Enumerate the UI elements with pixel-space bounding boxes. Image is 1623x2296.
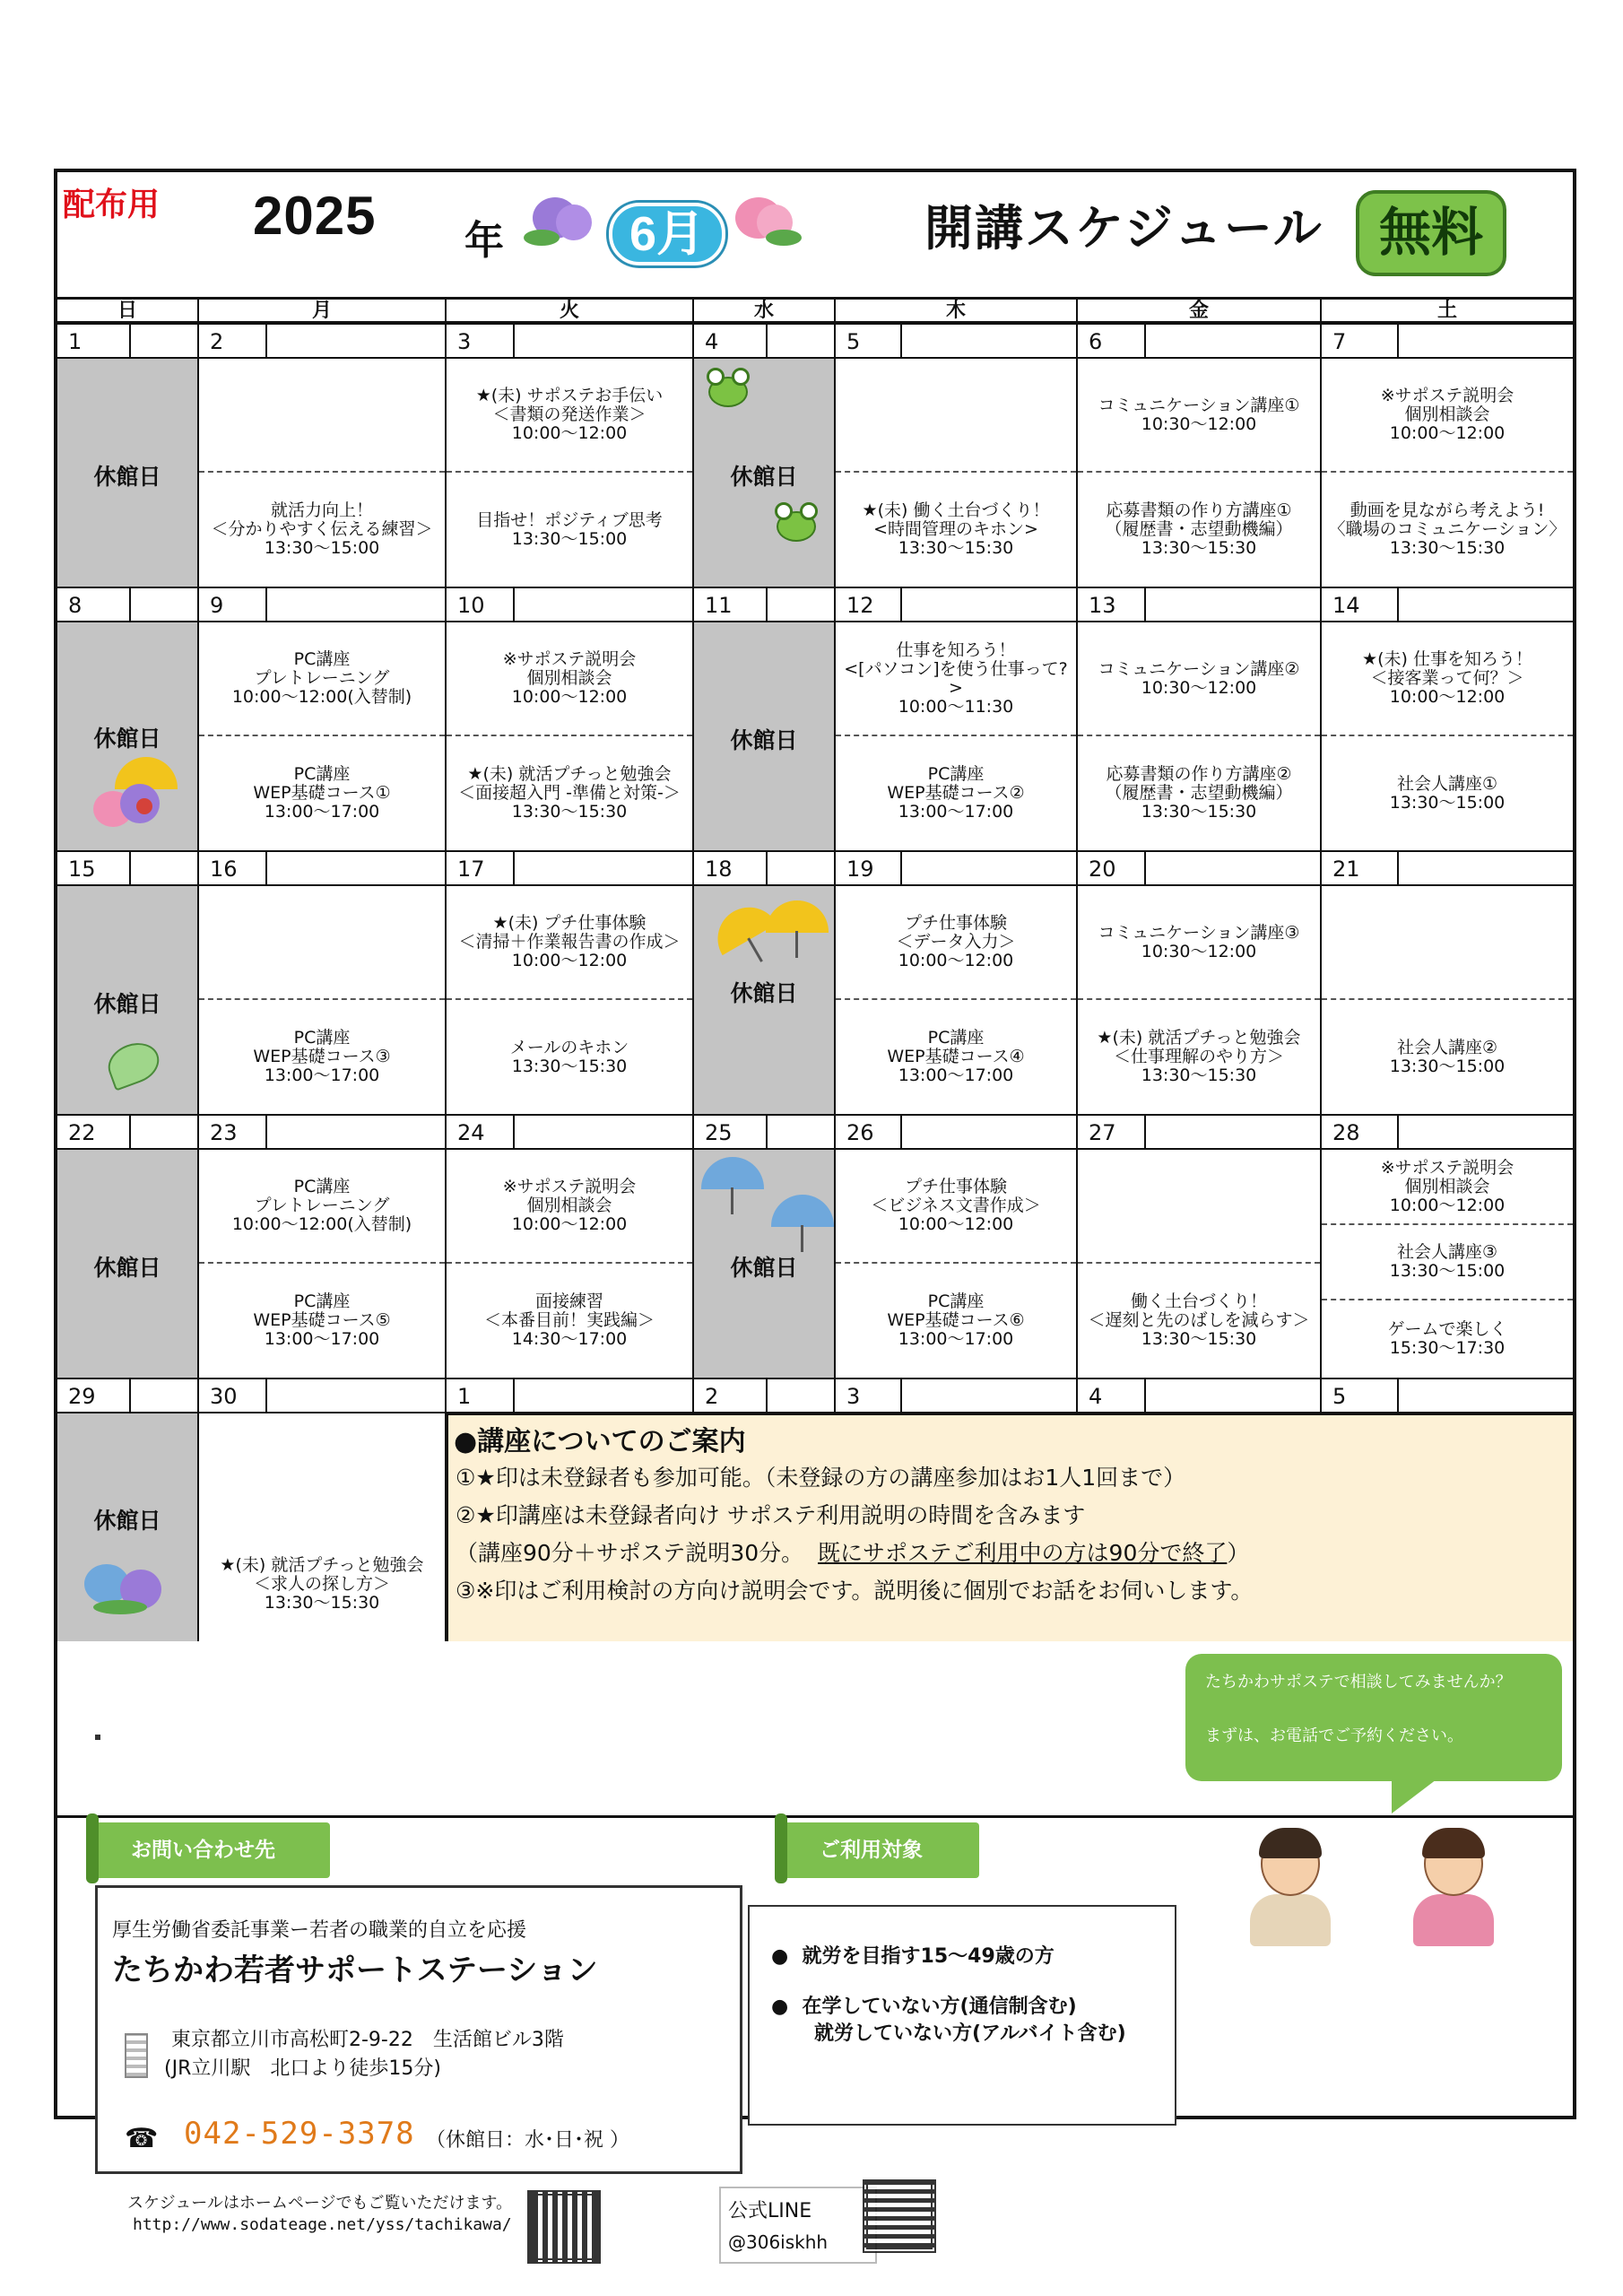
- morning-session: コミュニケーション講座② 10:30～12:00: [1078, 622, 1320, 736]
- contact-subtitle: 厚生労働省委託事業ー若者の職業的自立を応援: [112, 1919, 527, 1942]
- calendar: [57, 300, 1573, 1815]
- date-cell: 27: [1078, 1116, 1322, 1150]
- closed-label: 休館日: [93, 464, 161, 490]
- date-cell: 5: [836, 325, 1078, 359]
- morning-session: ※サポステ説明会 個別相談会 10:00～12:00: [1322, 1150, 1573, 1225]
- morning-session: [199, 359, 445, 473]
- date-cell: 6: [1078, 325, 1322, 359]
- date-cell: 17: [447, 852, 694, 886]
- address: 東京都立川市高松町2-9-22 生活館ビル3階: [171, 2029, 564, 2051]
- afternoon-session: 応募書類の作り方講座② （履歴書・志望動機編） 13:30～15:30: [1105, 764, 1293, 822]
- course-info-panel: [447, 1413, 1573, 1641]
- weekday-sat: 土: [1436, 300, 1457, 322]
- day-cell: [1322, 359, 1573, 587]
- date-row: [57, 850, 1573, 886]
- target-banner: ご利用対象: [775, 1822, 979, 1878]
- closed-day-cell: [694, 886, 836, 1114]
- closed-day-cell: [694, 359, 836, 587]
- contact-banner: お問い合わせ先: [86, 1822, 330, 1878]
- afternoon-session: PC講座 WEP基礎コース② 13:00～17:00: [887, 764, 1025, 822]
- afternoon-session: PC講座 WEP基礎コース⑥ 13:00～17:00: [887, 1292, 1025, 1349]
- day-cell: [1078, 1150, 1322, 1378]
- date-cell: 15: [57, 852, 199, 886]
- target-item: ● 就労を目指す15～49歳の方: [771, 1945, 1055, 1968]
- day-cell: [447, 359, 694, 587]
- morning-session: プチ仕事体験 ＜データ入力＞ 10:00～12:00: [836, 886, 1076, 1000]
- date-cell: 20: [1078, 852, 1322, 886]
- closed-day-cell: [57, 1413, 199, 1641]
- date-cell: 7: [1322, 325, 1573, 359]
- closed-day-cell: [57, 886, 199, 1114]
- weekday-tue: 火: [447, 300, 694, 323]
- morning-session: [1322, 886, 1573, 1000]
- day-cell: [836, 622, 1078, 850]
- info-line: （講座90分＋サポステ説明30分。 既にサポステご利用中の方は90分で終了）: [456, 1540, 1250, 1566]
- closed-label: 休館日: [730, 1255, 798, 1281]
- date-cell: 16: [199, 852, 447, 886]
- day-cell: [447, 1150, 694, 1378]
- hydrangea-icon: [93, 784, 183, 841]
- building-icon: [125, 2033, 148, 2078]
- distribution-label: 配布用: [63, 187, 161, 223]
- header: [57, 172, 1573, 300]
- weekday-header: [57, 300, 1573, 323]
- staff-illustration: [1250, 1831, 1331, 1948]
- afternoon-session: ★(未) 就活プチっと勉強会 ＜仕事理解のやり方＞ 13:30～15:30: [1097, 1028, 1301, 1085]
- weekday-thu: 木: [836, 300, 1078, 323]
- date-cell: 18: [694, 852, 836, 886]
- date-cell: 26: [836, 1116, 1078, 1150]
- morning-session: ※サポステ説明会 個別相談会 10:00～12:00: [447, 1150, 692, 1264]
- day-cell: [199, 622, 447, 850]
- closed-label: 休館日: [93, 726, 161, 752]
- date-cell: 14: [1322, 588, 1573, 622]
- afternoon-session: 社会人講座③ 13:30～15:00: [1322, 1225, 1573, 1300]
- day-cell: [836, 359, 1078, 587]
- date-cell: 12: [836, 588, 1078, 622]
- day-cell: [1078, 886, 1322, 1114]
- info-line: ③※印はご利用検討の方向け説明会です。説明後に個別でお話をお伺いします。: [456, 1578, 1254, 1604]
- morning-session: PC講座 プレトレーニング 10:00～12:00(入替制): [199, 622, 445, 736]
- week-row: [57, 359, 1573, 587]
- afternoon-session: ★(未) 就活プチっと勉強会 ＜求人の探し方＞ 13:30～15:30: [220, 1555, 424, 1613]
- speech-bubble: [1185, 1654, 1562, 1781]
- target-item: ● 在学していない方(通信制含む): [771, 1996, 1077, 2018]
- date-cell: 22: [57, 1116, 199, 1150]
- closed-day-cell: [57, 622, 199, 850]
- morning-session: ★(未) サポステお手伝い ＜書類の発送作業＞ 10:00～12:00: [447, 359, 692, 473]
- afternoon-session: 就活力向上！ ＜分かりやすく伝える練習＞ 13:30～15:00: [211, 500, 433, 558]
- afternoon-session: PC講座 WEP基礎コース① 13:00～17:00: [253, 764, 391, 822]
- day-cell: [1078, 622, 1322, 850]
- evening-session: ゲームで楽しく 15:30～17:30: [1387, 1319, 1507, 1358]
- morning-session: PC講座 プレトレーニング 10:00～12:00(入替制): [199, 1150, 445, 1264]
- morning-session: ★(未) 仕事を知ろう！ ＜接客業って何？＞ 10:00～12:00: [1322, 622, 1573, 736]
- date-cell: 11: [694, 588, 836, 622]
- closed-label: 休館日: [730, 980, 798, 1006]
- free-badge: 無料: [1356, 190, 1506, 276]
- closed-label: 休館日: [93, 1255, 161, 1281]
- closed-days: （休館日：水･日･祝 ）: [426, 2129, 629, 2152]
- date-cell: 28: [1322, 1116, 1573, 1150]
- morning-session: [836, 359, 1076, 473]
- closed-label: 休館日: [93, 991, 161, 1017]
- afternoon-session: 社会人講座② 13:30～15:00: [1389, 1037, 1506, 1076]
- date-row: [57, 323, 1573, 359]
- speech-line: まずは、お電話でご予約ください。: [1205, 1726, 1463, 1745]
- date-cell: 4: [694, 325, 836, 359]
- week-row: [57, 1150, 1573, 1378]
- morning-session: ★(未) プチ仕事体験 ＜清掃＋作業報告書の作成＞ 10:00～12:00: [447, 886, 692, 1000]
- afternoon-session: PC講座 WEP基礎コース③ 13:00～17:00: [253, 1028, 391, 1085]
- date-cell: 2: [694, 1379, 836, 1413]
- closed-label: 休館日: [730, 464, 798, 490]
- line-box: [719, 2187, 877, 2264]
- date-cell: 8: [57, 588, 199, 622]
- page-title: 開講スケジュール: [924, 200, 1324, 257]
- frog-icon: [771, 502, 821, 544]
- month-badge: [524, 183, 811, 282]
- week-row: [57, 886, 1573, 1114]
- weekday-mon: 月: [199, 300, 447, 323]
- organization-name: たちかわ若者サポートステーション: [112, 1952, 598, 1988]
- afternoon-session: 面接練習 ＜本番目前！実践編＞ 14:30～17:00: [483, 1292, 655, 1349]
- phone-number[interactable]: 042-529-3378: [184, 2116, 415, 2152]
- week-row: [57, 1413, 1573, 1641]
- afternoon-session: PC講座 WEP基礎コース④ 13:00～17:00: [887, 1028, 1025, 1085]
- closed-label: 休館日: [730, 727, 798, 753]
- date-cell: 5: [1322, 1379, 1573, 1413]
- info-line: ②★印講座は未登録者向け サポステ利用説明の時間を含みます: [456, 1502, 1086, 1528]
- date-cell: 3: [836, 1379, 1078, 1413]
- afternoon-session: メールのキホン 13:30～15:30: [509, 1037, 629, 1076]
- morning-session: 仕事を知ろう！ <[パソコン]を使う仕事って?> 10:00～11:30: [836, 622, 1076, 736]
- afternoon-session: PC講座 WEP基礎コース⑤ 13:00～17:00: [253, 1292, 391, 1349]
- speech-line: たちかわサポステで相談してみませんか？: [1205, 1673, 1512, 1692]
- schedule-sheet: [54, 169, 1576, 2253]
- date-cell: 4: [1078, 1379, 1322, 1413]
- month-label: 6月: [609, 203, 725, 265]
- afternoon-session: 働く土台づくり！ ＜遅刻と先のばしを減らす＞ 13:30～15:30: [1088, 1292, 1310, 1349]
- target-box: [748, 1905, 1176, 2126]
- morning-session: [199, 1413, 445, 1527]
- morning-session: [1078, 1150, 1320, 1264]
- umbrella-icon: [701, 1157, 764, 1189]
- website-url[interactable]: http://www.sodateage.net/yss/tachikawa/: [133, 2215, 512, 2234]
- target-item-continued: 就労していない方(アルバイト含む): [814, 2022, 1126, 2045]
- date-cell: 13: [1078, 588, 1322, 622]
- umbrella-icon: [766, 900, 829, 933]
- date-cell: 24: [447, 1116, 694, 1150]
- day-cell: [836, 886, 1078, 1114]
- weekday-wed: 水: [694, 300, 836, 323]
- date-cell: 21: [1322, 852, 1573, 886]
- info-line: ①★印は未登録者も参加可能。（未登録の方の講座参加はお1人1回まで）: [456, 1465, 1186, 1491]
- closed-day-cell: [694, 622, 836, 850]
- date-cell: 10: [447, 588, 694, 622]
- hydrangea-icon: [84, 1561, 174, 1618]
- weekday-sun: 日: [57, 300, 199, 323]
- date-cell: 23: [199, 1116, 447, 1150]
- date-cell: 25: [694, 1116, 836, 1150]
- date-cell: 2: [199, 325, 447, 359]
- date-cell: 30: [199, 1379, 447, 1413]
- afternoon-session: ★(未) 働く土台づくり！ <時間管理のキホン> 13:30～15:30: [862, 500, 1050, 558]
- morning-session: ※サポステ説明会 個別相談会 10:00～12:00: [1322, 359, 1573, 473]
- day-cell: [1322, 886, 1573, 1114]
- day-cell: [1322, 1150, 1573, 1378]
- website-qr-code[interactable]: [527, 2190, 601, 2264]
- day-cell: [199, 359, 447, 587]
- frog-icon: [703, 368, 753, 409]
- afternoon-session: 動画を見ながら考えよう! 〈職場のコミュニケーション〉 13:30～15:30: [1328, 500, 1567, 558]
- afternoon-session: 応募書類の作り方講座① （履歴書・志望動機編） 13:30～15:30: [1105, 500, 1293, 558]
- week-row: [57, 622, 1573, 850]
- closed-day-cell: [694, 1150, 836, 1378]
- day-cell: [836, 1150, 1078, 1378]
- leaf-icon: [102, 1036, 165, 1091]
- date-row: [57, 587, 1573, 622]
- date-cell: 3: [447, 325, 694, 359]
- afternoon-session: 目指せ！ポジティブ思考 13:30～15:00: [476, 509, 663, 549]
- day-cell: [199, 1150, 447, 1378]
- date-row: [57, 1378, 1573, 1413]
- contact-box: [95, 1885, 742, 2174]
- date-cell: 19: [836, 852, 1078, 886]
- date-cell: 9: [199, 588, 447, 622]
- web-note: スケジュールはホームページでもご覧いただけます。: [127, 2194, 513, 2213]
- address-access: (JR立川駅 北口より徒歩15分): [164, 2057, 441, 2080]
- closed-label: 休館日: [93, 1508, 161, 1534]
- day-cell: [199, 1413, 447, 1641]
- afternoon-session: ★(未) 就活プチっと勉強会 ＜面接超入門 -準備と対策-＞ 13:30～15:30: [458, 764, 681, 822]
- morning-session: [199, 886, 445, 1000]
- line-id[interactable]: @306iskhh: [728, 2231, 829, 2253]
- hydrangea-icon: [730, 192, 820, 249]
- umbrella-icon: [771, 1195, 834, 1227]
- morning-session: プチ仕事体験 ＜ビジネス文書作成＞ 10:00～12:00: [836, 1150, 1076, 1264]
- hydrangea-icon: [524, 192, 613, 249]
- phone-icon: ☎: [125, 2123, 159, 2154]
- closed-day-cell: [57, 1150, 199, 1378]
- day-cell: [1078, 359, 1322, 587]
- info-title: ●講座についてのご案内: [454, 1426, 746, 1457]
- caller-illustration: [1413, 1831, 1494, 1948]
- day-cell: [447, 622, 694, 850]
- line-qr-code[interactable]: [863, 2179, 936, 2253]
- date-cell: 1: [57, 325, 199, 359]
- afternoon-session: 社会人講座① 13:30～15:00: [1389, 773, 1506, 813]
- day-cell: [447, 886, 694, 1114]
- morning-session: コミュニケーション講座① 10:30～12:00: [1078, 359, 1320, 473]
- morning-session: コミュニケーション講座③ 10:30～12:00: [1078, 886, 1320, 1000]
- morning-session: ※サポステ説明会 個別相談会 10:00～12:00: [447, 622, 692, 736]
- date-row: [57, 1114, 1573, 1150]
- date-cell: 1: [447, 1379, 694, 1413]
- day-cell: [199, 886, 447, 1114]
- year: 2025: [253, 186, 377, 246]
- date-cell: 29: [57, 1379, 199, 1413]
- day-cell: [1322, 622, 1573, 850]
- year-suffix: 年: [464, 218, 504, 264]
- closed-day-cell: [57, 359, 199, 587]
- weekday-fri: 金: [1078, 300, 1322, 323]
- line-label: 公式LINE: [728, 2200, 812, 2222]
